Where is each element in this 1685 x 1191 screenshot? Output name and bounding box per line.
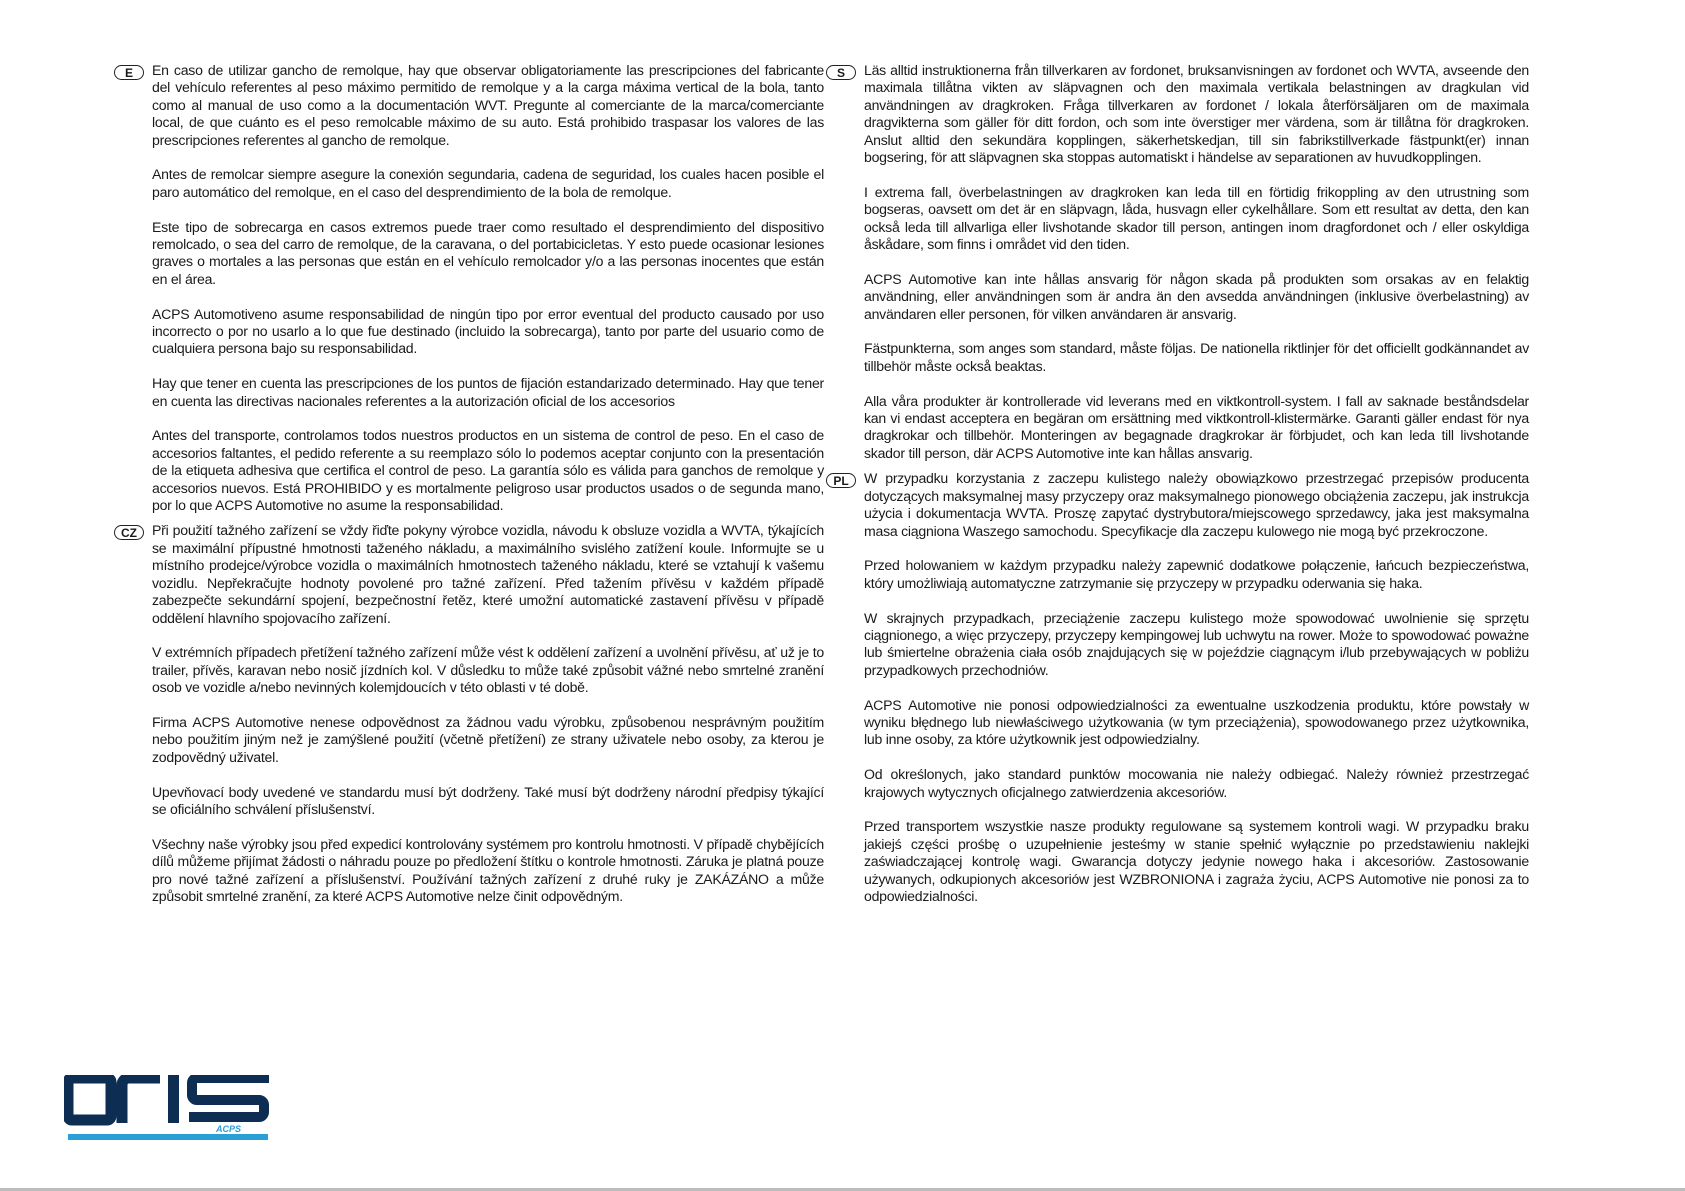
paragraph: V extrémních případech přetížení tažného zařízení může vést k oddělení zařízení a uvolnění přívěsu, ať už je to trailer, přívěs, karavan nebo nosič jízdních kol. V důsledku to může také způsobit vážné nebo smrtelné zranění osob ve vozidle a/nebo nevinných kolemjdoucích v této oblasti v té době.	[152, 644, 824, 696]
paragraph: ACPS Automotiveno asume responsabilidad de ningún tipo por error eventual del producto causado por uso incorrecto o por no usarlo a lo que fue destinado (incluido la sobrecarga), tanto por parte del usuario como de cualquiera persona bajo su responsabilidad.	[152, 305, 824, 357]
section-swedish	[826, 62, 1529, 462]
paragraph: W przypadku korzystania z zaczepu kulistego należy obowiązkowo przestrzegać przepisów producenta dotyczących maksymalnej masy przyczepy oraz maksymalnego pionowego obciążenia zaczepu, jak instrukcja użycia i dokumentacja WVTA. Proszę zapytać dystrybutora/miejscowego sprzedawcy, jaka jest maksymalna masa ciągniona Waszego samochodu. Specyfikacje dla zaczepu kulowego nie mogą być przekroczone.	[864, 470, 1529, 539]
paragraph: Upevňovací body uvedené ve standardu musí být dodrženy. Také musí být dodrženy národní předpisy týkající se oficiálního schválení příslušenství.	[152, 783, 824, 817]
language-badge-cz: CZ	[114, 525, 144, 540]
section-czech	[114, 522, 824, 905]
paragraph: Všechny naše výrobky jsou před expedicí kontrolovány systémem pro kontrolu hmotnosti. V případě chybějících dílů můžeme přijímat žádosti o náhradu pouze po předložení štítku o kontrole hmotnosti. Záruka je platná pouze pro nové tažné zařízení a příslušenství. Používání tažných zařízení z druhé ruky je ZAKÁZÁNO a může způsobit smrtelné zranění, za které ACPS Automotive nelze činit odpovědným.	[152, 835, 824, 904]
paragraph: Este tipo de sobrecarga en casos extremos puede traer como resultado el desprendimiento del dispositivo remolcado, o sea del carro de remolque, de la caravana, o del portabicicletas. Y esto puede ocasionar lesiones graves o mortales a las personas que están en el vehículo remolcador y/o a las personas inocentes que están en el área.	[152, 218, 824, 287]
language-badge-e: E	[114, 65, 144, 80]
logo-sub-text: ACPS	[216, 1124, 242, 1134]
paragraph: Antes del transporte, controlamos todos nuestros productos en un sistema de control de peso. En el caso de accesorios faltantes, el pedido referente a su reemplazo sólo lo podemos aceptar conjunto con la presentación de la etiqueta adhesiva que certifica el control de peso. La garantía sólo es válida para ganchos de remolque y accesorios nuevos. Está PROHIBIDO y es mortalmente peligroso usar productos usados o de segunda mano, por lo que ACPS Automotive no asume la responsabilidad.	[152, 427, 824, 514]
paragraph: Při použití tažného zařízení se vždy řiďte pokyny výrobce vozidla, návodu k obsluze vozidla a WVTA, týkajících se maximální přípustné hmotnosti taženého nákladu, a maximálního svislého zatížení koule. Informujte se u místního prodejce/výrobce vozidla o maximálních hmotnostech taženého nákladu, které se vztahují k vašemu vozidlu. Nepřekračujte hodnoty povolené pro tažné zařízení. Před tažením přívěsu v každém případě zabezpečte sekundární spojení, bezpečnostní řetěz, které umožní automatické zastavení přívěsu v případě oddělení hlavního spojovacího zařízení.	[152, 522, 824, 626]
paragraph: Od określonych, jako standard punktów mocowania nie należy odbiegać. Należy również przestrzegać krajowych wytycznych oficjalnego zatwierdzenia akcesoriów.	[864, 766, 1529, 800]
paragraph: ACPS Automotive nie ponosi odpowiedzialności za ewentualne uszkodzenia produktu, które powstały w wyniku błędnego lub niewłaściwego użytkowania (w tym przeciążenia), spowodowanego przez użytkownika, lub inne osoby, za które użytkownik jest odpowiedzialny.	[864, 696, 1529, 748]
paragraph: W skrajnych przypadkach, przeciążenie zaczepu kulistego może spowodować uwolnienie się sprzętu ciągnionego, a więc przyczepy, przyczepy kempingowej lub uchwytu na rower. Może to spowodować poważne lub śmiertelne obrażenia ciała osób znajdujących się w pojeździe ciągnącym i/lub przebywających w pobliżu przypadkowych przechodniów.	[864, 609, 1529, 678]
paragraph: Hay que tener en cuenta las prescripciones de los puntos de fijación estandarizado determinado. Hay que tener en cuenta las directivas nacionales referentes a la autorización oficial de los accesorios	[152, 375, 824, 409]
section-polish	[826, 470, 1529, 905]
paragraph: Przed transportem wszystkie nasze produkty regulowane są systemem kontroli wagi. W przypadku braku jakiejś części prośbę o uzupełnienie jesteśmy w stanie spełnić wyłącznie po przedstawieniu naklejki zaświadczającej kontrolę wagi. Gwarancja dotyczy jedynie nowego haka i akcesoriów. Zastosowanie używanych, odkupionych akcesoriów jest WZBRONIONA i zagraża życiu, ACPS Automotive nie ponosi za to odpowiedzialności.	[864, 818, 1529, 904]
paragraph: En caso de utilizar gancho de remolque, hay que observar obligatoriamente las prescripciones del fabricante del vehículo referentes al peso máximo permitido de remolque y a la carga máxima vertical de la bola, tanto como al manual de uso como a la documentación WVT. Pregunte al comerciante de la marca/comerciante local, de que cuánto es el peso remolcable máximo de su auto. Está prohibido traspasar los valores de las prescripciones referentes al gancho de remolque.	[152, 62, 824, 148]
language-badge-s: S	[826, 65, 856, 80]
paragraph: Fästpunkterna, som anges som standard, måste följas. De nationella riktlinjer för det officiellt godkännandet av tillbehör måste också beaktas.	[864, 340, 1529, 374]
left-column	[114, 62, 824, 905]
right-column	[826, 62, 1529, 905]
paragraph: Firma ACPS Automotive nenese odpovědnost za žádnou vadu výrobku, způsobenou nesprávným použitím nebo použitím jiným než je zamýšlené použití (včetně přetížení) ze strany uživatele nebo osoby, za kterou je zodpovědný uživatel.	[152, 713, 824, 765]
section-spanish	[114, 62, 824, 514]
paragraph: Antes de remolcar siempre asegure la conexión segundaria, cadena de seguridad, los cuales hacen posible el paro automático del remolque, en el caso del desprendimiento de la bola de remolque.	[152, 166, 824, 200]
oris-acps-logo	[64, 1075, 274, 1147]
paragraph: Läs alltid instruktionerna från tillverkaren av fordonet, bruksanvisningen av fordonet och WVTA, avseende den maximala tillåtna vikten av släpvagnen och den maximala vertikala belastningen av dragkulan vid användningen av dragkroken. Fråga tillverkaren av fordonet / lokala återförsäljaren om de maximala dragvikterna som gäller för ditt fordon, och som inte överstiger mer värdena, som är tillåtna för dragkroken. Anslut alltid den sekundära kopplingen, säkerhetskedjan, till sin fabrikstillverkade fästpunkt(er) innan bogsering, för att släpvagnen ska stoppas automatiskt i händelse av separationen av huvudkopplingen.	[864, 62, 1529, 166]
paragraph: Przed holowaniem w każdym przypadku należy zapewnić dodatkowe połączenie, łańcuch bezpieczeństwa, który umożliwiają automatyczne zatrzymanie się przyczepy w przypadku oderwania się haka.	[864, 557, 1529, 591]
paragraph: Alla våra produkter är kontrollerade vid leverans med en viktkontroll-system. I fall av saknade beståndsdelar kan vi endast acceptera en begäran om ersättning med viktkontroll-klistermärke. Garanti gäller endast för nya dragkrokar och tillbehör. Monteringen av begagnade dragkrokar är förbjudet, och kan leda till livshotande skador till person, där ACPS Automotive inte kan hållas ansvarig.	[864, 392, 1529, 461]
language-badge-pl: PL	[826, 473, 856, 488]
paragraph: ACPS Automotive kan inte hållas ansvarig för någon skada på produkten som orsakas av en felaktig användning, eller användningen som är andra än den avsedda användningen (inklusive överbelastning) av användaren eller personen, för vilken användaren är ansvarig.	[864, 270, 1529, 322]
paragraph: I extrema fall, överbelastningen av dragkroken kan leda till en förtidig frikoppling av den utrustning som bogseras, oavsett om det är en släpvagn, låda, husvagn eller cykelhållare. Som ett resultat av detta, den kan också leda till allvarliga eller livshotande skador till person, antingen inom dragfordonet och / eller oskyldiga åskådare, som finns i området vid den tiden.	[864, 183, 1529, 253]
